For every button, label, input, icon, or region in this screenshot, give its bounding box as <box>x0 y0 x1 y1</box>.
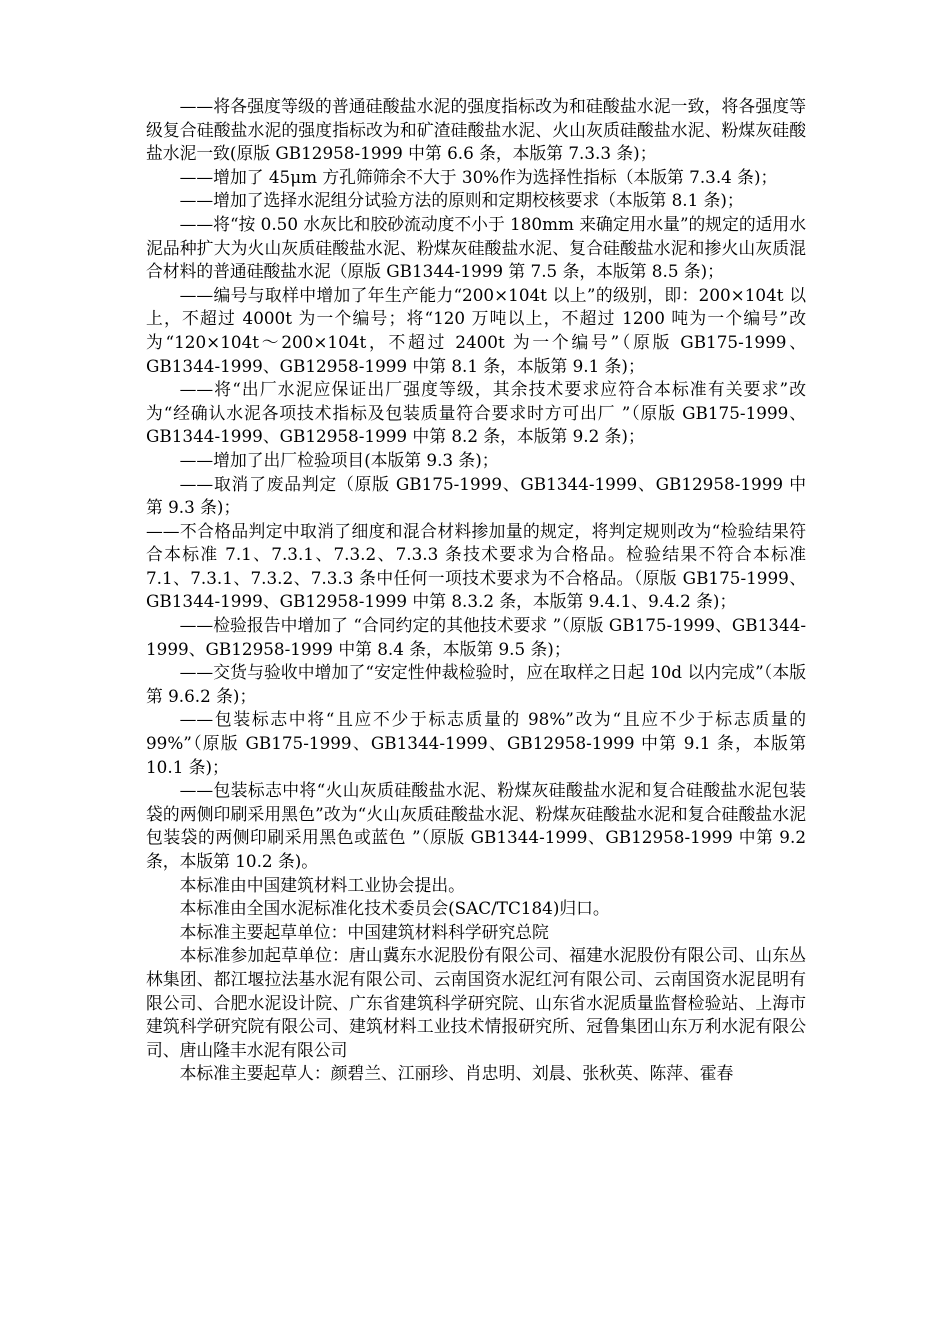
paragraph: ——不合格品判定中取消了细度和混合材料掺加量的规定，将判定规则改为“检验结果符合本标准 7.1、7.3.1、7.3.2、7.3.3 条技术要求为合格品。检验结果不符合本标准 7.1、7.3.1、7.3.2、7.3.3 条中任何一项技术要求为不合格品。（原版 GB175-1999、GB1344-1999、GB12958-1999 中第 8.3.2 条，本版第 9.4.1、9.4.2 条)； <box>146 520 806 612</box>
paragraph: 本标准主要起草人：颜碧兰、江丽珍、肖忠明、刘晨、张秋英、陈萍、霍春 <box>179 1063 734 1084</box>
paragraph: ——交货与验收中增加了“安定性仲裁检验时，应在取样之日起 10d 以内完成”（本版第 9.6.2 条)； <box>146 662 806 706</box>
paragraph: 本标准由全国水泥标准化技术委员会(SAC/TC184)归口。 <box>179 898 610 919</box>
paragraph: ——检验报告中增加了 “合同约定的其他技术要求 ”（原版 GB175-1999、GB1344-1999、GB12958-1999 中第 8.4 条，本版第 9.5 条)； <box>146 615 806 659</box>
paragraph: ——将“出厂水泥应保证出厂强度等级，其余技术要求应符合本标准有关要求”改为“经确认水泥各项技术指标及包装质量符合要求时方可出厂 ”（原版 GB175-1999、GB1344-1999、GB12958-1999 中第 8.2 条，本版第 9.2 条)； <box>146 379 806 447</box>
paragraph: ——包装标志中将“火山灰质硅酸盐水泥、粉煤灰硅酸盐水泥和复合硅酸盐水泥包装袋的两侧印刷采用黑色”改为“火山灰质硅酸盐水泥、粉煤灰硅酸盐水泥和复合硅酸盐水泥包装袋的两侧印刷采用黑色或蓝色 ”（原版 GB1344-1999、GB12958-1999 中第 9.2 条，本版第 10.2 条)。 <box>146 780 806 871</box>
paragraph: 本标准由中国建筑材料工业协会提出。 <box>179 874 465 895</box>
paragraph: ——增加了出厂检验项目(本版第 9.3 条)； <box>179 449 499 470</box>
paragraph: ——增加了选择水泥组分试验方法的原则和定期校核要求（本版第 8.1 条)； <box>179 190 744 211</box>
document-page <box>146 95 806 1086</box>
paragraph: 本标准参加起草单位：唐山冀东水泥股份有限公司、福建水泥股份有限公司、山东丛林集团、都江堰拉法基水泥有限公司、云南国资水泥红河有限公司、云南国资水泥昆明有限公司、合肥水泥设计院、广东省建筑科学研究院、山东省水泥质量监督检验站、上海市建筑科学研究院有限公司、建筑材料工业技术情报研究所、冠鲁集团山东万利水泥有限公司、唐山隆丰水泥有限公司 <box>146 945 806 1060</box>
paragraph: ——将“按 0.50 水灰比和胶砂流动度不小于 180mm 来确定用水量”的规定的适用水泥品种扩大为火山灰质硅酸盐水泥、粉煤灰硅酸盐水泥、复合硅酸盐水泥和掺火山灰质混合材料的普通硅酸盐水泥（原版 GB1344-1999 第 7.5 条，本版第 8.5 条)； <box>146 213 806 282</box>
paragraph: ——增加了 45μm 方孔筛筛余不大于 30%作为选择性指标（本版第 7.3.4 条)； <box>179 166 778 187</box>
paragraph: ——编号与取样中增加了年生产能力“200×104t 以上”的级别，即：200×104t 以上，不超过 4000t 为一个编号；将“120 万吨以上，不超过 1200 吨为一个编号”改为“120×104t～200×104t，不超过 2400t 为一个编号”（原版 GB175-1999、GB1344-1999、GB12958-1999 中第 8.1 条，本版第 9.1 条)； <box>146 284 806 376</box>
paragraph: ——包装标志中将“且应不少于标志质量的 98%”改为“且应不少于标志质量的 99%”（原版 GB175-1999、GB1344-1999、GB12958-1999 中第 9.1 条，本版第 10.1 条)； <box>146 709 806 777</box>
paragraph: ——取消了废品判定（原版 GB175-1999、GB1344-1999、GB12958-1999 中第 9.3 条)； <box>146 473 806 518</box>
paragraph: ——将各强度等级的普通硅酸盐水泥的强度指标改为和硅酸盐水泥一致，将各强度等级复合硅酸盐水泥的强度指标改为和矿渣硅酸盐水泥、火山灰质硅酸盐水泥、粉煤灰硅酸盐水泥一致(原版 GB12958-1999 中第 6.6 条，本版第 7.3.3 条)； <box>146 96 806 164</box>
paragraph: 本标准主要起草单位：中国建筑材料科学研究总院 <box>179 921 549 942</box>
